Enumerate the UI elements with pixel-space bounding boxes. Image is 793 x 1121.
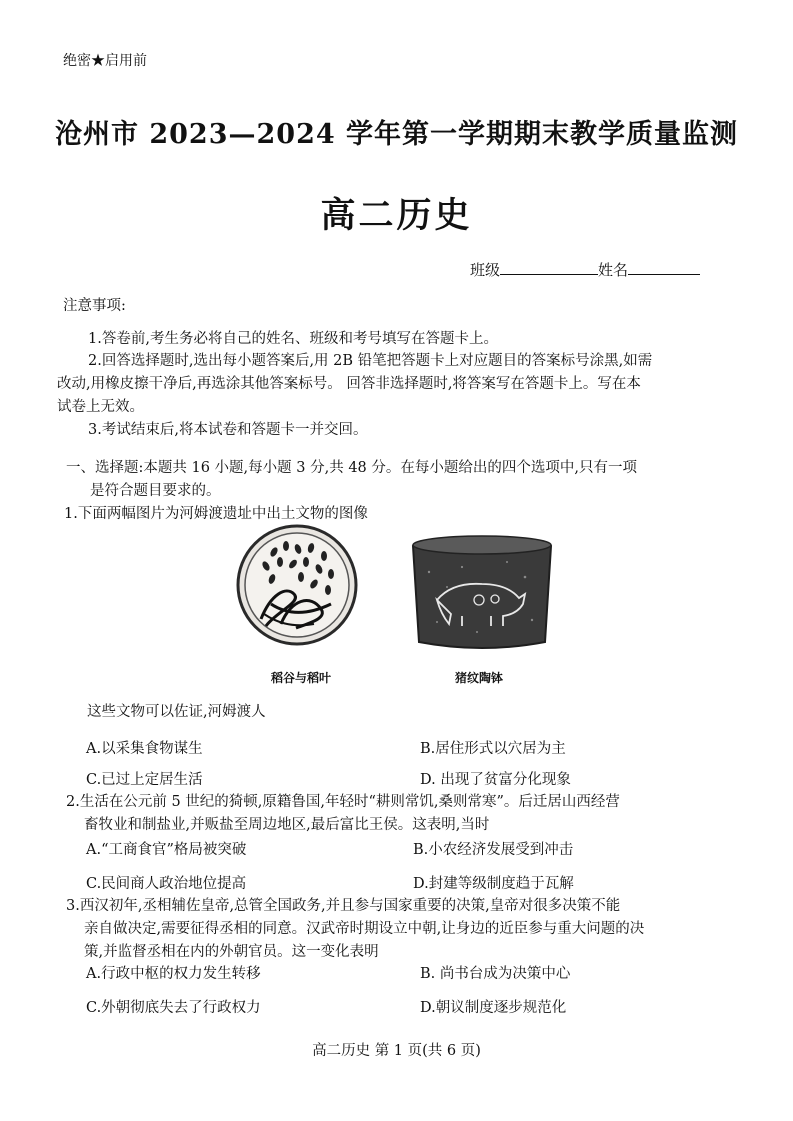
q1-option-c[interactable]: C.已过上定居生活 (86, 772, 203, 788)
q3-option-b[interactable]: B. 尚书台成为决策中心 (420, 966, 571, 982)
note-3: 3.考试结束后,将本试卷和答题卡一并交回。 (88, 422, 368, 438)
class-blank (500, 259, 598, 275)
page-footer: 高二历史 第 1 页(共 6 页) (312, 1043, 481, 1059)
q1-option-b[interactable]: B.居住形式以穴居为主 (420, 741, 566, 757)
q1-option-a[interactable]: A.以采集食物谋生 (86, 741, 203, 757)
q3-option-c[interactable]: C.外朝彻底失去了行政权力 (86, 1000, 261, 1016)
q1-option-d[interactable]: D. 出现了贫富分化现象 (420, 772, 571, 788)
subject-title: 高二历史 (320, 195, 473, 236)
q3-stem-line2: 亲自做决定,需要征得丞相的同意。汉武帝时期设立中朝,让身边的近臣参与重大问题的决 (84, 921, 645, 937)
q1-stem: 1.下面两幅图片为河姆渡遗址中出土文物的图像 (64, 506, 368, 522)
q2-option-b[interactable]: B.小农经济发展受到冲击 (413, 842, 574, 858)
note-2-line2: 改动,用橡皮擦干净后,再选涂其他答案标号。 回答非选择题时,将答案写在答题卡上。写在本 (57, 376, 641, 392)
q3-option-d[interactable]: D.朝议制度逐步规范化 (420, 1000, 567, 1016)
note-2-line3: 试卷上无效。 (57, 399, 144, 415)
confidential-mark: 绝密★启用前 (63, 53, 147, 69)
caption-pig-bowl: 猪纹陶钵 (455, 671, 504, 685)
q3-stem-line1: 3.西汉初年,丞相辅佐皇帝,总管全国政务,并且参与国家重要的决策,皇帝对很多决策不能 (66, 898, 621, 914)
q1-lead: 这些文物可以佐证,河姆渡人 (87, 704, 266, 720)
q3-option-a[interactable]: A.行政中枢的权力发生转移 (86, 966, 261, 982)
section-heading-line2: 是符合题目要求的。 (90, 483, 221, 499)
note-2-line1: 2.回答选择题时,选出每小题答案后,用 2B 铅笔把答题卡上对应题目的答案标号涂黑,如需 (88, 353, 653, 369)
q2-stem-line2: 畜牧业和制盐业,并贩盐至周边地区,最后富比王侯。这表明,当时 (84, 817, 490, 833)
q2-option-c[interactable]: C.民间商人政治地位提高 (86, 876, 247, 892)
notes-heading: 注意事项: (63, 298, 126, 314)
note-1: 1.答卷前,考生务必将自己的姓名、班级和考号填写在答题卡上。 (88, 331, 498, 347)
exam-title: 沧州市 2023—2024 学年第一学期期末教学质量监测 (54, 119, 739, 150)
section-heading-line1: 一、选择题:本题共 16 小题,每小题 3 分,共 48 分。在每小题给出的四个选项中,只有一项 (66, 460, 637, 476)
name-label: 姓名 (598, 261, 629, 279)
class-name-row (470, 259, 700, 280)
caption-rice: 稻谷与稻叶 (271, 671, 332, 685)
q2-option-a[interactable]: A.“工商食官”格局被突破 (86, 842, 247, 858)
pig-pottery-bowl-image (407, 532, 557, 655)
rice-grain-artifact-image (236, 524, 358, 646)
name-blank (628, 259, 700, 275)
class-label: 班级 (470, 261, 501, 279)
q2-stem-line1: 2.生活在公元前 5 世纪的猗顿,原籍鲁国,年轻时“耕则常饥,桑则常寒”。后迁居山西经营 (66, 794, 620, 810)
q2-option-d[interactable]: D.封建等级制度趋于瓦解 (413, 876, 574, 892)
q3-stem-line3: 策,并监督丞相在内的外朝官员。这一变化表明 (84, 944, 379, 960)
